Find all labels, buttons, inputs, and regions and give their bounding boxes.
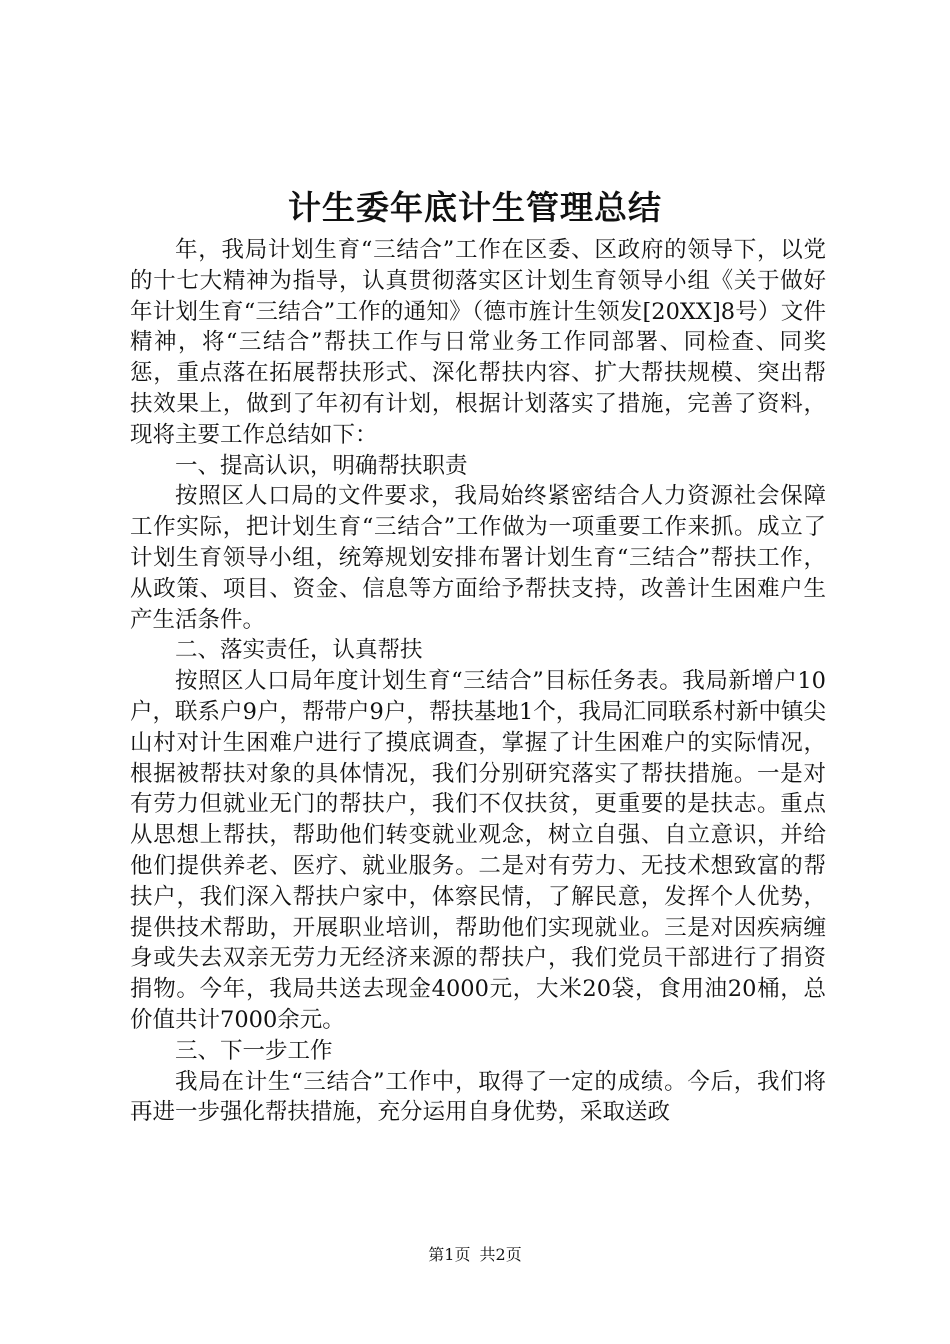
paragraph-intro: 年，我局计划生育“三结合”工作在区委、区政府的领导下，以党的十七大精神为指导，认真贯彻落实区计划生育领导小组《关于做好年计划生育“三结合”工作的通知》（德市旌计生领发[20XX]8号）文件精神，将“三结合”帮扶工作与日常业务工作同部署、同检查、同奖惩，重点落在拓展帮扶形式、深化帮扶内容、扩大帮扶规模、突出帮扶效果上，做到了年初有计划，根据计划落实了措施，完善了资料，现将主要工作总结如下： — [130, 237, 826, 448]
document-title: 计生委年底计生管理总结 — [288, 188, 662, 227]
paragraph-section-2: 按照区人口局年度计划生育“三结合”目标任务表。我局新增户10户，联系户9户，帮带户9户，帮扶基地1个，我局汇同联系村新中镇尖山村对计生困难户进行了摸底调查，掌握了计生困难户的实际情况，根据被帮扶对象的具体情况，我们分别研究落实了帮扶措施。一是对有劳力但就业无门的帮扶户，我们不仅扶贫，更重要的是扶志。重点从思想上帮扶，帮助他们转变就业观念，树立自强、自立意识，并给他们提供养老、医疗、就业服务。二是对有劳力、无技术想致富的帮扶户，我们深入帮扶户家中，体察民情，了解民意，发挥个人优势，提供技术帮助，开展职业培训，帮助他们实现就业。三是对因疾病缠身或失去双亲无劳力无经济来源的帮扶户，我们党员干部进行了捐资捐物。今年，我局共送去现金4000元，大米20袋，食用油20桶，总价值共计7000余元。 — [130, 668, 826, 1033]
section-heading-3: 三、下一步工作 — [175, 1037, 333, 1064]
paragraph-section-3: 我局在计生“三结合”工作中，取得了一定的成绩。今后，我们将再进一步强化帮扶措施，充分运用自身优势，采取送政 — [130, 1068, 826, 1126]
section-heading-1: 一、提高认识，明确帮扶职责 — [175, 452, 468, 479]
page-number: 第1页 — [428, 1245, 471, 1264]
page-total: 共2页 — [479, 1245, 522, 1264]
document-body — [130, 235, 826, 1128]
section-heading-2: 二、落实责任，认真帮扶 — [175, 637, 423, 664]
page-footer — [0, 1244, 950, 1266]
paragraph-section-1: 按照区人口局的文件要求，我局始终紧密结合人力资源社会保障工作实际，把计划生育“三结合”工作做为一项重要工作来抓。成立了计划生育领导小组，统筹规划安排布署计划生育“三结合”帮扶工作，从政策、项目、资金、信息等方面给予帮扶支持，改善计生困难户生产生活条件。 — [130, 483, 826, 633]
